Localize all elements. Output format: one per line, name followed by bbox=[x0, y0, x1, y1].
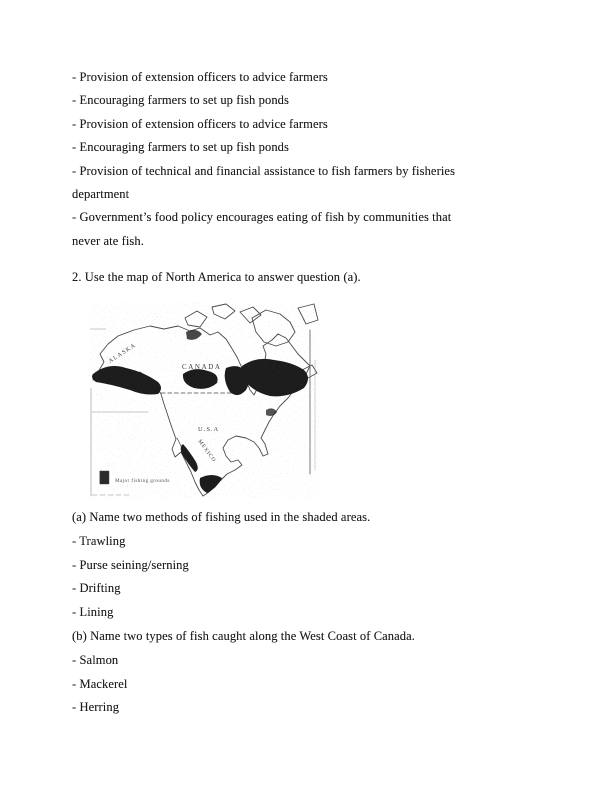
answer-b-line-1: - Salmon bbox=[72, 652, 119, 667]
note-line-3: - Provision of extension officers to advice farmers bbox=[72, 116, 328, 131]
north-america-map bbox=[90, 302, 320, 499]
note-line-2: - Encouraging farmers to set up fish ponds bbox=[72, 93, 289, 108]
notes-section bbox=[72, 66, 544, 253]
answer-b-line-3: - Herring bbox=[72, 700, 120, 715]
question-a-text: (a) Name two methods of fishing used in the shaded areas. bbox=[72, 510, 371, 524]
answer-b-line-2: - Mackerel bbox=[72, 676, 128, 691]
map-label-mexico: MEXICO bbox=[196, 438, 217, 464]
note-line-8: never ate fish. bbox=[72, 233, 144, 248]
questions-answers-section bbox=[72, 506, 544, 720]
answer-a-line-4: - Lining bbox=[72, 605, 114, 620]
note-line-7: - Government’s food policy encourages eating of fish by communities that bbox=[72, 210, 452, 225]
north-america-map-image bbox=[90, 302, 320, 499]
question-b-text: (b) Name two types of fish caught along the West Coast of Canada. bbox=[72, 628, 416, 643]
answer-a-line-3: - Drifting bbox=[72, 581, 121, 596]
note-line-6: department bbox=[72, 187, 130, 202]
question-2-text: 2. Use the map of North America to answer question (a). bbox=[72, 270, 361, 284]
note-line-4: - Encouraging farmers to set up fish ponds bbox=[72, 140, 289, 155]
legend-label: Major fishing grounds bbox=[115, 478, 170, 484]
scan-grain-overlay bbox=[90, 302, 320, 499]
answer-a-line-2: - Purse seining/serning bbox=[72, 557, 189, 572]
map-label-alaska: ALASKA bbox=[107, 342, 138, 365]
answer-a-line-1: - Trawling bbox=[72, 533, 126, 548]
note-line-5: - Provision of technical and financial assistance to fish farmers by fisheries bbox=[72, 163, 456, 178]
map-label-usa: U.S.A bbox=[198, 426, 220, 433]
note-line-1: - Provision of extension officers to advice farmers bbox=[72, 70, 328, 84]
map-label-canada: CANADA bbox=[182, 363, 222, 371]
